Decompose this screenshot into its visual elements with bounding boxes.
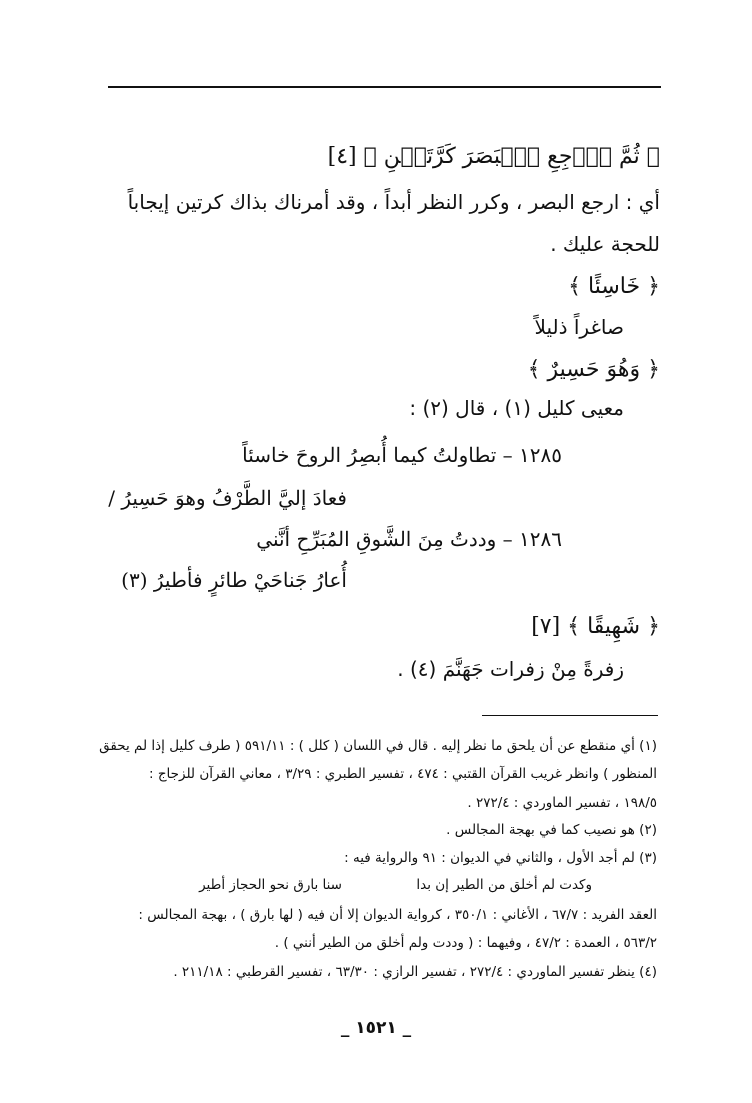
footnote-poem-hemistich-1: وكدت لم أخلق من الطير إن بدا [416, 877, 592, 893]
paragraph-1-line-1: أي : ارجع البصر ، وكرر النظر أبداً ، وقد أمرناك بذاك كرتين إيجاباً [127, 190, 660, 214]
footnote-poem-hemistich-2: سنا بارق نحو الحجاز أطير [199, 877, 342, 893]
poem-2-second-hemistich: أُعارُ جَناحَيْ طائرٍ فأطيرُ (٣) [121, 568, 347, 592]
footnote-line: ٥٦٣/٢ ، العمدة : ٤٧/٢ ، وفيهما : ( وددت ولم أخلق من الطير أنني ) . [274, 935, 657, 951]
footnote-separator [482, 715, 658, 716]
footnote-line: المنظور ) وانظر غريب القرآن القتبي : ٤٧٤ ، تفسير الطبري : ٣/٢٩ ، معاني القرآن للزجاج : [148, 766, 657, 782]
poem-2-first-hemistich: ١٢٨٦ – وددتُ مِنَ الشَّوقِ المُبَرِّحِ أنَّني [256, 527, 562, 551]
verse-ref-2: ﴿ خَاسِئًا ﴾ [568, 274, 660, 299]
paragraph-3: معيى كليل (١) ، قال (٢) : [409, 396, 624, 420]
paragraph-1-line-2: للحجة عليك . [550, 232, 660, 256]
footnote-line: (٣) لم أجد الأول ، والثاني في الديوان : ٩١ والرواية فيه : [344, 850, 657, 866]
poem-1-second-hemistich: فعادَ إليَّ الطَّرْفُ وهوَ حَسِيرُ / [108, 486, 347, 510]
header-rule [108, 86, 661, 88]
paragraph-4: زفرةً مِنْ زفرات جَهَنَّمَ (٤) . [397, 657, 624, 681]
footnote-line: ١٩٨/٥ ، تفسير الماوردي : ٢٧٢/٤ . [467, 795, 657, 811]
footnote-line: (١) أي منقطع عن أن يلحق ما نظر إليه . قال في اللسان ( كلل ) : ٥٩١/١١ ( طرف كليل إذا لم يحقق [99, 738, 657, 754]
page-number: _ ١٥٢١ _ [340, 1018, 412, 1038]
poem-1-first-hemistich: ١٢٨٥ – تطاولتُ كيما أُبصِرُ الروحَ خاسئاً [242, 443, 562, 467]
footnote-line: (٢) هو نصيب كما في بهجة المجالس . [446, 822, 657, 838]
verse-ref-3: ﴿ وَهُوَ حَسِيرٌ ﴾ [527, 357, 660, 382]
footnote-line: العقد الفريد : ٦٧/٧ ، الأغاني : ٣٥٠/١ ، كرواية الديوان إلا أن فيه ( لها بارق ) ، بهجة المجالس : [138, 907, 657, 923]
footnote-line: (٤) ينظر تفسير الماوردي : ٢٧٢/٤ ، تفسير الرازي : ٦٣/٣٠ ، تفسير القرطبي : ٢١١/١٨ . [173, 964, 657, 980]
verse-ref-4: ﴿ شَهِيقًا ﴾ [٧] [531, 614, 660, 639]
paragraph-2: صاغراً ذليلاً [534, 315, 624, 339]
verse-ref-1: ﴿ ثُمَّ ٱرۡجِعِ ٱلۡبَصَرَ كَرَّتَيۡنِ ﴾ [٤] [327, 144, 660, 169]
